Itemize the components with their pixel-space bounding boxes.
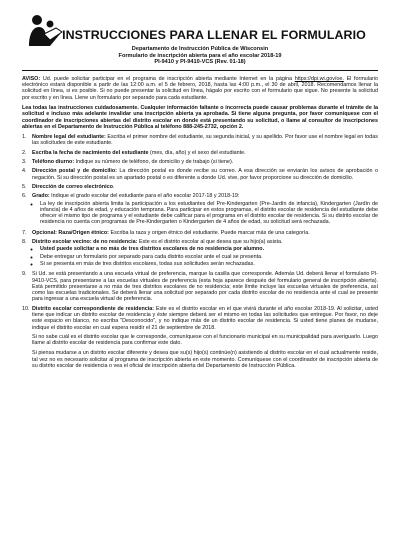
aviso-text-2: El formulario electrónico estará disponible a partir de las 12:00 a.m. el 5 de febrero, 2018, hasta las 4:00 p.m., el 30 de abril, 2018. Recomendamos llenar la solicitud en línea, si es posible. Si no puede presentar la solicitud en línea, hágalo por escrito con el formulario que sigue. No presente la solicitud por escrito y en línea. Llene un formulario por separado para cada estudiante.	[22, 75, 378, 101]
item-number: 6.	[22, 193, 27, 200]
form-name: Formulario de inscripción abierta para el año escolar 2018-19	[118, 52, 282, 59]
item-label: Nombre legal del estudiante:	[32, 134, 106, 141]
item-number: 10.	[22, 305, 30, 312]
org-name: Departamento de Instrucción Pública de Wisconsin	[131, 46, 269, 52]
warning-paragraph: Lea todas las instrucciones cuidadosamente. Cualquier información faltante o incorrecta puede causar problemas durante el trámite de la solicitud e incluso más adelante invalidar una inscripción abierta ya aprobada. Si tiene alguna pregunta, por favor comuníquese con el coordinador de inscripciones abiertas del distrito escolar en donde está presentando su solicitud, o llame al consultor de inscripciones abiertas en el Departamento de Instrucción Pública al teléfono 888-245-2732, opción 2.	[22, 104, 378, 130]
list-item	[22, 168, 378, 181]
grade-bullet: ◦ La ley de inscripción abierta limita la participación a los estudiantes del Pre-Kindergarten (Pre-Jardín de infancia), Kindergarten (Jardín de infancia) de 4 años de edad, y educación temprana. Para participar en estos programas, el distrito escolar de residencia del estudiante debe ofrecer el mismo tipo de programa y el estudiante debe calificar para el programa en el distrito escolar de residencia. Si su distrito escolar de residencia no cuenta con programas de Pre-Kindergarten o Kindergarten de 4 años de edad, su solicitud será rechazada.	[40, 201, 378, 226]
district-bullet: ◦ Si se presenta en más de tres distritos escolares, todas sus solicitudes serán rechazadas.	[40, 261, 378, 267]
item-label: Teléfono diurno:	[32, 159, 75, 166]
item-body	[32, 230, 378, 236]
item-body	[32, 306, 378, 331]
item-text: Indique el grado escolar del estudiante para el año escolar 2017-18 y 2018-19:	[49, 193, 240, 200]
item-text: Este es el distrito escolar al que desea que su hijo(a) asista.	[137, 239, 283, 246]
list-item	[22, 306, 378, 331]
list-item	[22, 193, 378, 226]
closing-paragraph: Si piensa mudarse a un distrito escolar diferente y desea que su(s) hijo(s) continúe(n) asistiendo al distrito escolar en el cual actualmente reside, tal vez no es necesario solicitar al programa de inscripción abierta en este momento. Comuníquese con el coordinador de inscripción abierta de su distrito escolar de residencia o vea el oficial de inscripción abierta del Departamento de Instrucción Pública.	[32, 350, 378, 370]
item-body	[32, 134, 378, 147]
item-label: Distrito escolar correspondiente de residencia:	[32, 305, 155, 312]
page-title: INSTRUCCIONES PARA LLENAR EL FORMULARIO	[62, 28, 366, 42]
item-label: Dirección de correo electrónico	[32, 183, 113, 190]
item-body	[32, 193, 378, 226]
header-subtitle	[22, 46, 378, 66]
item-text: Escriba la raza y origen étnico del estudiante. Puede marcar más de una categoría.	[108, 229, 310, 236]
list-item	[22, 134, 378, 147]
item-text: Indique su número de teléfono, de domicilio y de trabajo (si tiene).	[74, 159, 234, 166]
item-number: 9.	[22, 271, 27, 278]
item-label: Grado:	[32, 193, 50, 200]
form-ids: PI-9410 y PI-9410-VCS (Rev. 01-18)	[154, 59, 246, 66]
item-body	[32, 150, 378, 156]
item-text: .	[112, 183, 115, 190]
list-item	[22, 271, 378, 302]
item-body	[32, 271, 378, 302]
item-number: 2.	[22, 149, 27, 156]
instruction-list	[22, 134, 378, 331]
district-bullets	[32, 246, 378, 267]
list-item	[22, 159, 378, 165]
item-text: Este es el distrito escolar en el que vivirá durante el año escolar 2018-19. Al solicitar, usted tiene que indicar un distrito escolar de residencia y éste siempre deberá ser el mismo en todas las solicitudes que entregue. Por favor, no deje este espacio en blanco, no escriba "Desconocido", y no indique más de un distrito escolar de residencia. Si usted tiene planes de mudarse, indique el distrito escolar en cual espera residir el 21 de septiembre de 2018.	[32, 305, 378, 331]
list-item	[22, 230, 378, 236]
item-body	[32, 184, 378, 190]
item-number: 8.	[22, 239, 27, 246]
item-number: 7.	[22, 229, 27, 236]
item-label: Distrito escolar vecino: de no residencia:	[32, 239, 138, 246]
aviso-label: AVISO:	[22, 75, 41, 82]
item-label: Escriba la fecha de nacimiento del estudiante	[32, 149, 149, 156]
item-number: 4.	[22, 168, 27, 175]
item-text: Si Ud. se está presentando a una escuela virtual de preferencia, marque la casilla que corresponde. Además Ud. deberá llenar el formulario PI-9410-VCS, para presentarse a las escuelas virtuales de preferencia (esta hoja aparece después del formulario general de inscripción abierta). Está permitido presentarse a no más de tres distritos escolares de no residencia; este límite incluye las escuelas virtuales de preferencia, así como las escuelas tradicionales. Se deberá llenar una solicitud por separado por cada distrito escolar de no residencia ante el cual se presente para ingresar a una escuela virtual de preferencia.	[32, 271, 378, 303]
item-text: (mes, día, año) y el sexo del estudiante.	[148, 149, 246, 156]
district-bullet: ◦ Debe entregar un formulario por separado para cada distrito escolar ante el cual se presenta.	[40, 254, 378, 260]
closing-paragraph: Si no sabe cuál es el distrito escolar que le corresponde, comuníquese con el funcionario municipal en su municipalidad para averiguarlo. Luego llame al distrito escolar de residencia para confirmar este dato.	[32, 333, 378, 347]
item-body	[32, 168, 378, 181]
district-bullet: ◦ Usted puede solicitar a no más de tres distritos escolares de no residencia por alumno.	[40, 246, 378, 252]
list-item	[22, 184, 378, 190]
item-label: Dirección postal y de domicilio:	[32, 168, 117, 175]
list-item	[22, 150, 378, 156]
item-number: 1.	[22, 134, 27, 141]
item-text: La dirección postal es donde recibe su correo. A esa dirección se enviarán los avisos de aprobación o negación. Si su dirección postal es un apartado postal o es diferente a donde Ud. vive, por favor proporcione su dirección de domicilio.	[32, 168, 378, 181]
item-number: 3.	[22, 159, 27, 166]
list-item	[22, 239, 378, 268]
aviso-paragraph	[22, 76, 378, 101]
open-enrollment-link[interactable]: https://dpi.wi.gov/oe.	[294, 75, 344, 82]
item-body	[32, 159, 378, 165]
header-divider	[22, 70, 378, 71]
item-label: Opcional: Raza/Origen étnico:	[32, 229, 109, 236]
dpi-logo-icon	[24, 12, 64, 52]
aviso-text: Ud. puede solicitar participar en el programa de inscripción abierta mediante Internet en la página	[42, 75, 293, 82]
grade-bullets	[32, 201, 378, 226]
item-number: 5.	[22, 183, 27, 190]
item-body	[32, 239, 378, 268]
item-text: Escriba el primer nombre del estudiante, su segunda inicial, y su apellido. Por favor use el nombre legal en todas las solicitudes de este estudiante.	[32, 134, 379, 147]
